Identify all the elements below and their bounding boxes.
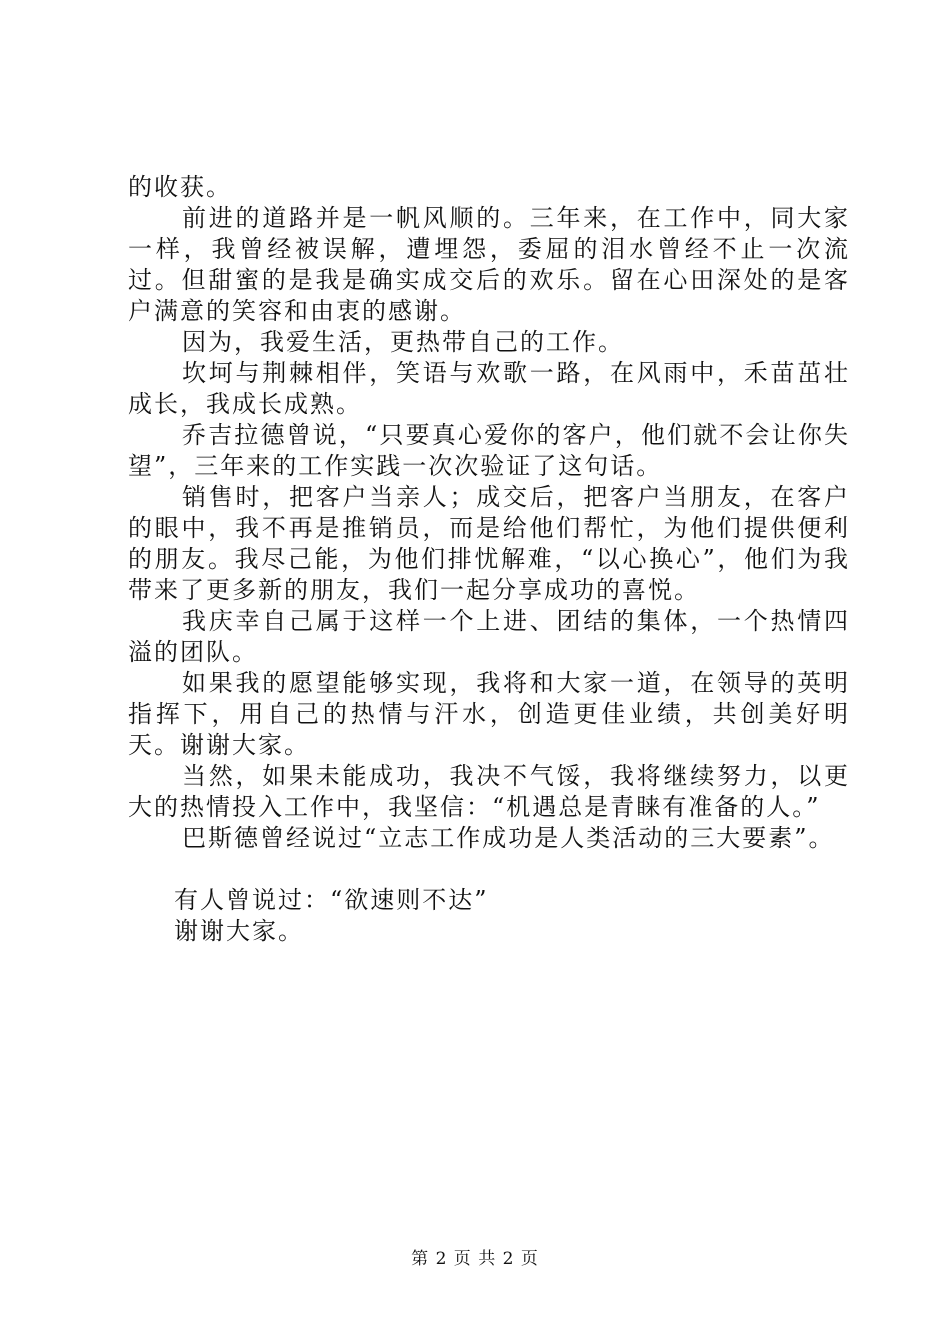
paragraph-3: 因为，我爱生活，更热带自己的工作。 [182,328,624,356]
paragraph-9: 当然，如果未能成功，我决不气馁，我将继续努力，以更大的热情投入工作中，我坚信：“机遇总是青睐有准备的人。” [128,762,850,821]
paragraph-4: 坎坷与荆棘相伴，笑语与欢歌一路，在风雨中，禾苗茁壮成长，我成长成熟。 [128,359,850,418]
paragraph-11: 有人曾说过：“欲速则不达” [174,886,489,914]
paragraph-12: 谢谢大家。 [174,917,304,945]
paragraph-6: 销售时，把客户当亲人；成交后，把客户当朋友，在客户的眼中，我不再是推销员，而是给他们帮忙，为他们提供便利的朋友。我尽己能，为他们排忧解难，“以心换心”，他们为我带来了更多新的朋友，我们一起分享成功的喜悦。 [128,483,850,604]
document-body [128,172,850,947]
paragraph-7: 我庆幸自己属于这样一个上进、团结的集体，一个热情四溢的团队。 [128,607,850,666]
paragraph-5: 乔吉拉德曾说，“只要真心爱你的客户，他们就不会让你失望”，三年来的工作实践一次次验证了这句话。 [128,421,850,480]
page-footer [0,1244,950,1269]
paragraph-2: 前进的道路并是一帆风顺的。三年来，在工作中，同大家一样，我曾经被误解，遭埋怨，委屈的泪水曾经不止一次流过。但甜蜜的是我是确实成交后的欢乐。留在心田深处的是客户满意的笑容和由衷的感谢。 [128,204,850,325]
paragraph-8: 如果我的愿望能够实现，我将和大家一道，在领导的英明指挥下，用自己的热情与汗水，创造更佳业绩，共创美好明天。谢谢大家。 [128,669,850,759]
paragraph-1: 的收获。 [128,173,232,201]
page-number-label: 第 2 页 共 2 页 [411,1249,539,1269]
paragraph-10: 巴斯德曾经说过“立志工作成功是人类活动的三大要素”。 [182,824,835,852]
